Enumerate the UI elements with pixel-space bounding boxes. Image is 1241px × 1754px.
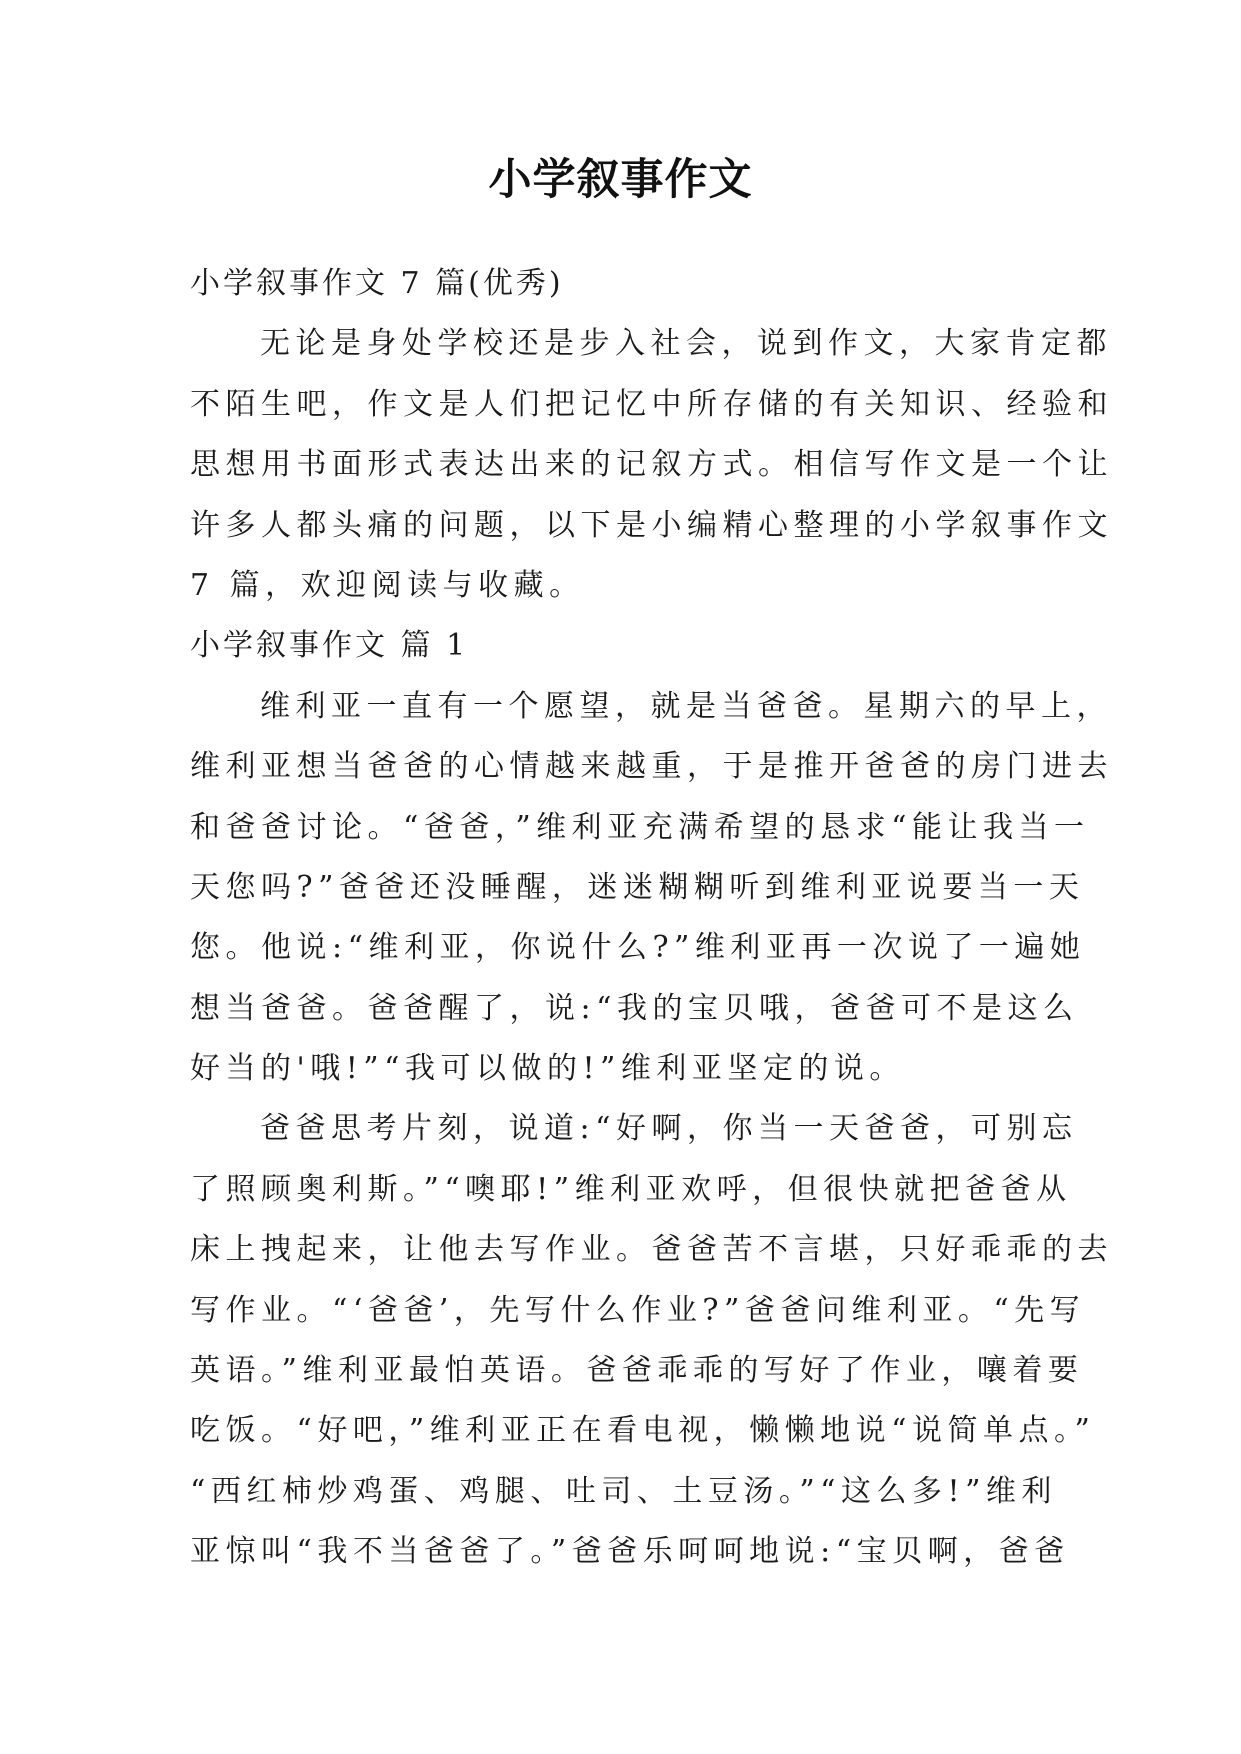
paragraph-line: 无论是身处学校还是步入社会，说到作文，大家肯定都 [260,326,1112,362]
document-title: 小学叙事作文 [488,155,753,205]
paragraph-line: 了照顾奥利斯。”“噢耶!”维利亚欢呼，但很快就把爸爸从 [190,1171,1072,1207]
paragraph-line: 写作业。“‘爸爸’，先写什么作业?”爸爸问维利亚。“先写 [190,1292,1086,1328]
paragraph-line: 想当爸爸。爸爸醒了，说:“我的宝贝哦，爸爸可不是这么 [190,990,1079,1026]
paragraph-line: 英语。”维利亚最怕英语。爸爸乖乖的写好了作业，嚷着要 [190,1353,1084,1389]
paragraph-line: 好当的'哦!”“我可以做的!”维利亚坚定的说。 [190,1051,905,1087]
paragraph-line: 天您吗?”爸爸还没睡醒，迷迷糊糊听到维利亚说要当一天 [190,869,1085,905]
section-heading: 小学叙事作文 7 篇(优秀) [190,266,564,301]
paragraph-line: 不陌生吧，作文是人们把记忆中所存储的有关知识、经验和 [190,386,1113,422]
paragraph-line: 维利亚想当爸爸的心情越来越重，于是推开爸爸的房门进去 [190,749,1113,785]
paragraph-line: 和爸爸讨论。“爸爸，”维利亚充满希望的恳求“能让我当一 [190,809,1090,845]
document-body [190,254,1113,1583]
paragraph-line: 亚惊叫“我不当爸爸了。”爸爸乐呵呵地说:“宝贝啊，爸爸 [190,1534,1070,1570]
paragraph-line: “西红柿炒鸡蛋、鸡腿、吐司、土豆汤。”“这么多!”维利 [190,1473,1057,1509]
section-heading: 小学叙事作文 篇 1 [190,628,469,664]
paragraph-line: 吃饭。“好吧，”维利亚正在看电视，懒懒地说“说简单点。” [190,1413,1096,1449]
paragraph-line: 思想用书面形式表达出来的记叙方式。相信写作文是一个让 [190,447,1113,483]
paragraph-line: 床上拽起来，让他去写作业。爸爸苦不言堪，只好乖乖的去 [190,1232,1113,1268]
paragraph-line: 7 篇，欢迎阅读与收藏。 [190,567,585,603]
paragraph-line: 维利亚一直有一个愿望，就是当爸爸。星期六的早上， [260,688,1112,724]
paragraph-line: 爸爸思考片刻，说道:“好啊，你当一天爸爸，可别忘 [260,1111,1078,1147]
paragraph-line: 许多人都头痛的问题，以下是小编精心整理的小学叙事作文 [190,507,1113,543]
paragraph-line: 您。他说:“维利亚，你说什么?”维利亚再一次说了一遍她 [190,930,1086,966]
